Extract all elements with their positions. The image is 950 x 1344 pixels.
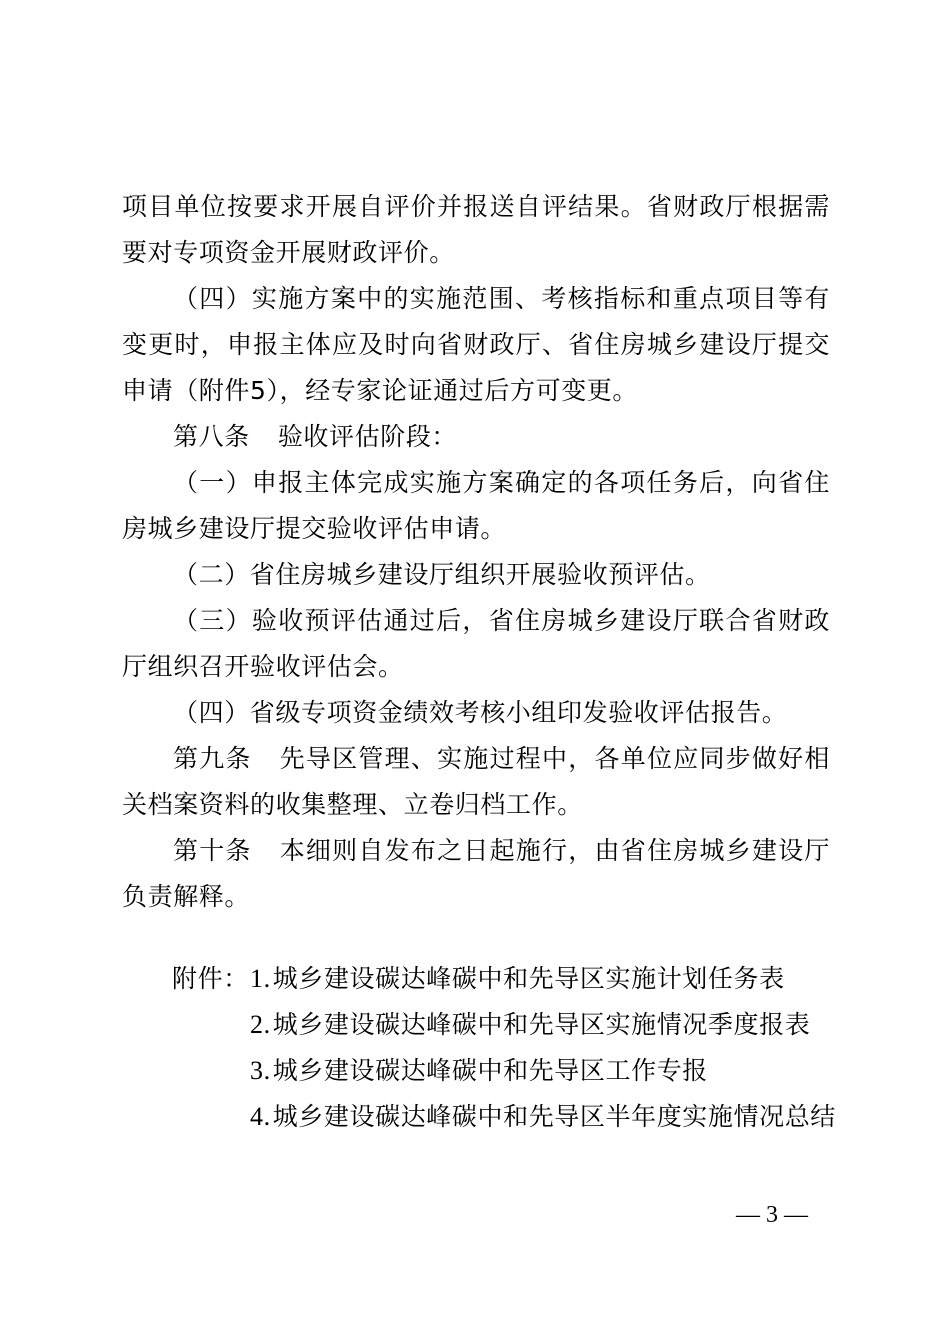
attachment-item <box>172 1002 852 1048</box>
page-number: — 3 — <box>736 1202 808 1228</box>
attachment-title: 城乡建设碳达峰碳中和先导区半年度实施情况总结 <box>272 1102 836 1131</box>
article-8-text: 验收评估阶段： <box>277 422 458 451</box>
attachment-number: 1. <box>250 964 271 993</box>
attachment-number: 3. <box>250 1056 271 1085</box>
attachment-title: 城乡建设碳达峰碳中和先导区实施计划任务表 <box>272 964 785 993</box>
paragraph-continuation: 项目单位按要求开展自评价并报送自评结果。省财政厅根据需要对专项资金开展财政评价。 <box>122 192 830 267</box>
paragraph-item-4-change: （四）实施方案中的实施范围、考核指标和重点项目等有变更时，申报主体应及时向省财政厅、省住房城乡建设厅提交申请（附件5），经专家论证通过后方可变更。 <box>122 284 830 405</box>
attachment-title: 城乡建设碳达峰碳中和先导区实施情况季度报表 <box>272 1010 811 1039</box>
article-8-title: 第八条 <box>173 422 250 451</box>
article-9-title: 第九条 <box>173 744 252 773</box>
attachment-item <box>172 1048 852 1094</box>
attachment-item <box>172 1094 852 1140</box>
article-9-text: 先导区管理、实施过程中，各单位应同步做好相关档案资料的收集整理、立卷归档工作。 <box>122 744 830 819</box>
article-10-text: 本细则自发布之日起施行，由省住房城乡建设厅负责解释。 <box>122 836 830 911</box>
attachment-number: 4. <box>250 1102 271 1131</box>
body-text <box>122 184 830 920</box>
attachment-item <box>172 956 852 1002</box>
article-10-title: 第十条 <box>173 836 252 865</box>
paragraph-item-2: （二）省住房城乡建设厅组织开展验收预评估。 <box>173 560 711 589</box>
attachment-number: 2. <box>250 1010 271 1039</box>
article-10 <box>122 828 830 920</box>
article-9 <box>122 736 830 828</box>
attachments-list <box>172 956 852 1140</box>
attachments-label: 附件： <box>172 964 249 993</box>
paragraph-item-4: （四）省级专项资金绩效考核小组印发验收评估报告。 <box>173 698 788 727</box>
paragraph-item-3: （三）验收预评估通过后，省住房城乡建设厅联合省财政厅组织召开验收评估会。 <box>122 606 830 681</box>
article-8 <box>122 414 830 460</box>
paragraph-item-1: （一）申报主体完成实施方案确定的各项任务后，向省住房城乡建设厅提交验收评估申请。 <box>122 468 830 543</box>
attachment-title: 城乡建设碳达峰碳中和先导区工作专报 <box>272 1056 708 1085</box>
